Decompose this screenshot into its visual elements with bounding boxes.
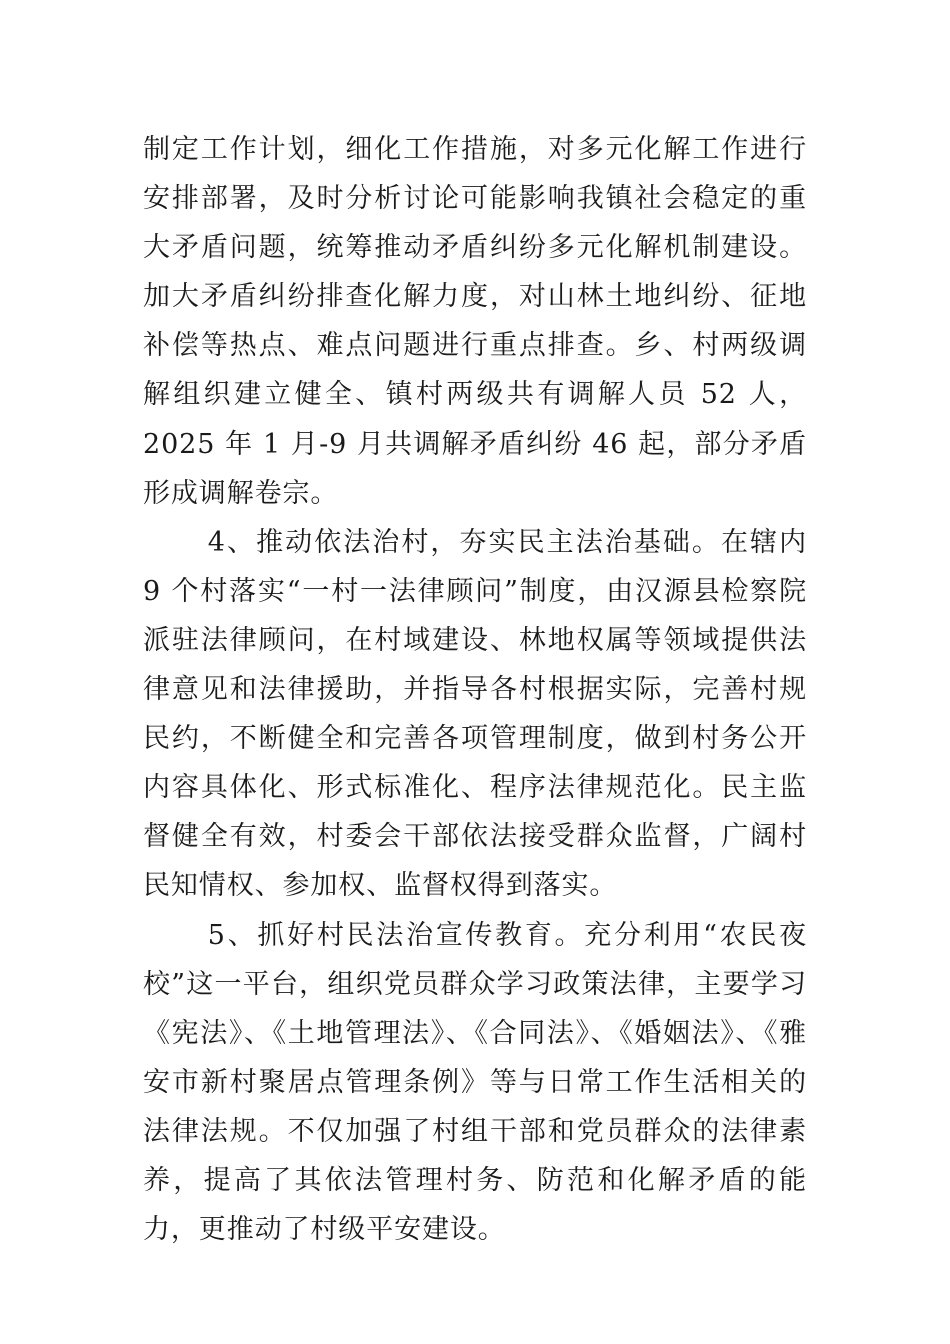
paragraph-continued: 制定工作计划，细化工作措施，对多元化解工作进行安排部署，及时分析讨论可能影响我镇社会稳定的重大矛盾问题，统筹推动矛盾纠纷多元化解机制建设。加大矛盾纠纷排查化解力度，对山林土地纠纷、征地补偿等热点、难点问题进行重点排查。乡、村两级调解组织建立健全、镇村两级共有调解人员 52 人，2025 年 1 月-9 月共调解矛盾纠纷 46 起，部分矛盾形成调解卷宗。 <box>143 134 807 509</box>
paragraph-item-5: 5、抓好村民法治宣传教育。充分利用“农民夜校”这一平台，组织党员群众学习政策法律，主要学习《宪法》、《土地管理法》、《合同法》、《婚姻法》、《雅安市新村聚居点管理条例》等与日常工作生活相关的法律法规。不仅加强了村组干部和党员群众的法律素养，提高了其依法管理村务、防范和化解矛盾的能力，更推动了村级平安建设。 <box>143 919 807 1246</box>
document-body <box>143 125 807 1254</box>
paragraph-item-4: 4、推动依法治村，夯实民主法治基础。在辖内 9 个村落实“一村一法律顾问”制度，由汉源县检察院派驻法律顾问，在村域建设、林地权属等领域提供法律意见和法律援助，并指导各村根据实际，完善村规民约，不断健全和完善各项管理制度，做到村务公开内容具体化、形式标准化、程序法律规范化。民主监督健全有效，村委会干部依法接受群众监督，广阔村民知情权、参加权、监督权得到落实。 <box>143 526 807 902</box>
